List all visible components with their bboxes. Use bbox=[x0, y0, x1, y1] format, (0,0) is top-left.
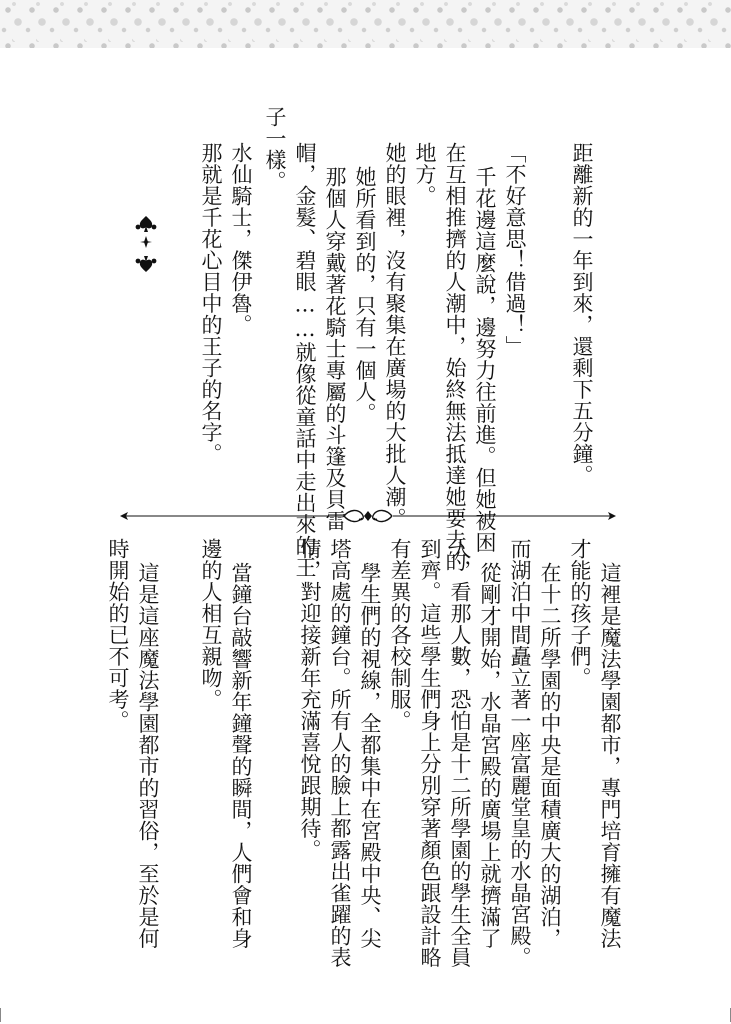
text-column-l15: 時開始的已不可考。 bbox=[106, 538, 130, 732]
text-column-l9: 學生們的視線，全都集中在宮殿中央、尖 bbox=[358, 562, 382, 949]
text-column-l4: 而湖泊中間矗立著一座富麗堂皇的水晶宮殿。 bbox=[508, 538, 532, 968]
text-column-u10: 子一樣。 bbox=[263, 106, 287, 192]
text-column-u1: 距離新的一年到來，還剩下五分鐘。 bbox=[570, 142, 594, 486]
text-column-l2: 才能的孩子們。 bbox=[568, 538, 592, 689]
text-column-u9: 帽，金髮、碧眼……就像從童話中走出來的王 bbox=[293, 142, 317, 578]
text-column-u11: 水仙騎士，傑伊魯。 bbox=[229, 142, 253, 336]
text-column-l12: 當鐘台敲響新年鐘聲的瞬間，人們會和身 bbox=[229, 562, 253, 949]
text-column-l11: 情，對迎接新年充滿喜悅跟期待。 bbox=[298, 538, 322, 861]
text-column-l6: 人，看那人數，恐怕是十二所學園的學生全員 bbox=[448, 538, 472, 968]
text-column-u5: 地方。 bbox=[413, 142, 437, 207]
text-column-l7: 到齊。這些學生們身上分別穿著顏色跟設計略 bbox=[418, 538, 442, 968]
text-column-l13: 邊的人相互親吻。 bbox=[199, 538, 223, 710]
crop-mark-bottom-right bbox=[716, 1008, 731, 1022]
text-column-u3: 千花邊這麼說，邊努力往前進。但她被困 bbox=[473, 166, 497, 553]
text-column-l10: 塔高處的鐘台。所有人的臉上都露出雀躍的表 bbox=[328, 538, 352, 968]
text-column-u7: 她所看到的，只有一個人。 bbox=[353, 166, 377, 424]
text-column-u8: 那個人穿戴著花騎士專屬的斗篷及貝雷 bbox=[323, 166, 347, 532]
crop-mark-bottom-left bbox=[0, 1008, 15, 1022]
lace-border-scallop bbox=[0, 36, 731, 50]
section-divider bbox=[118, 506, 618, 526]
fleur-ornament-icon bbox=[133, 214, 159, 274]
text-column-l3: 在十二所學園的中央是面積廣大的湖泊， bbox=[538, 562, 562, 949]
text-column-u2: 「不好意思！借過！」 bbox=[503, 142, 527, 357]
text-column-u12: 那就是千花心目中的王子的名字。 bbox=[199, 142, 223, 465]
text-column-l1: 這裡是魔法學園都市，專門培育擁有魔法 bbox=[598, 562, 622, 949]
text-column-l8: 有差異的各校制服。 bbox=[388, 538, 412, 732]
text-column-u4: 在互相推擠的人潮中，始終無法抵達她要去的 bbox=[443, 142, 467, 572]
text-column-l14: 這是這座魔法學園都市的習俗，至於是何 bbox=[136, 562, 160, 949]
text-column-l5: 從剛才開始，水晶宮殿的廣場上就擠滿了 bbox=[478, 562, 502, 949]
text-column-u6: 她的眼裡，沒有聚集在廣場的大批人潮。 bbox=[383, 142, 407, 529]
